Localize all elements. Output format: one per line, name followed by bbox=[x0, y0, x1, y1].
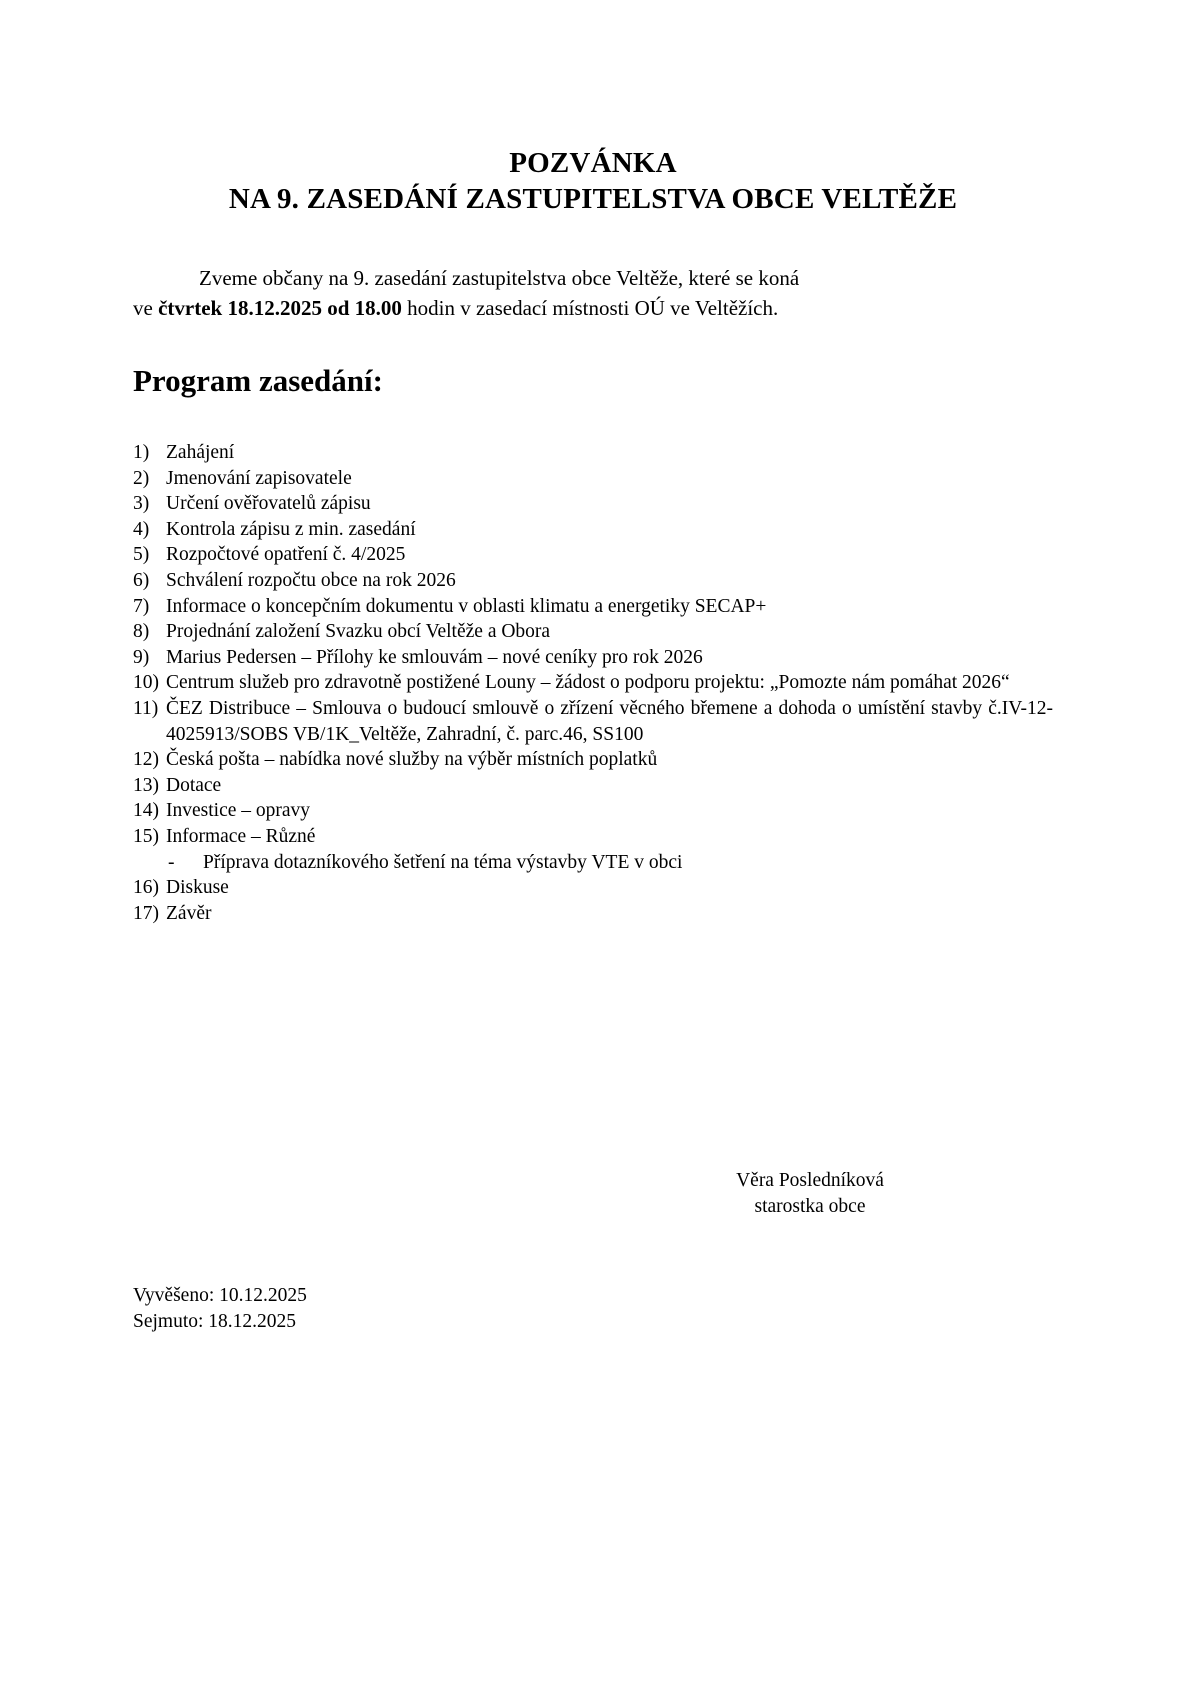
intro-suffix: hodin v zasedací místnosti OÚ ve Veltěžích. bbox=[401, 296, 779, 320]
agenda-item-text: Rozpočtové opatření č. 4/2025 bbox=[166, 544, 406, 566]
program-heading: Program zasedání: bbox=[133, 363, 383, 398]
removed-date: Sejmuto: 18.12.2025 bbox=[133, 1311, 297, 1332]
agenda-item-text: Centrum služeb pro zdravotně postižené Louny – žádost o podporu projektu: „Pomozte nám pomáhat 2026“ bbox=[166, 672, 1010, 694]
agenda-item-number: 10) bbox=[133, 672, 159, 694]
agenda-item bbox=[133, 568, 1053, 594]
posted-date: Vyvěšeno: 10.12.2025 bbox=[133, 1285, 307, 1306]
agenda-item bbox=[133, 517, 1053, 543]
agenda-item-text: Příprava dotazníkového šetření na téma výstavby VTE v obci bbox=[203, 851, 683, 873]
agenda-item-number: 16) bbox=[133, 877, 159, 899]
signatory-role: starostka obce bbox=[754, 1196, 866, 1217]
meeting-date-time: čtvrtek 18.12.2025 od 18.00 bbox=[158, 296, 402, 320]
agenda-item bbox=[133, 901, 1053, 927]
agenda-item-text: ČEZ Distribuce – Smlouva o budoucí smlouvě o zřízení věcného břemene a dohoda o umístění stavby č.IV-12-4025913/SOBS VB/1K_Veltěže, Zahradní, č. parc.46, SS100 bbox=[166, 697, 1053, 745]
agenda-sub-item bbox=[133, 850, 1053, 876]
document-title bbox=[133, 145, 1053, 217]
agenda-item bbox=[133, 875, 1053, 901]
agenda-item-text: Informace – Různé bbox=[166, 825, 316, 847]
agenda-item bbox=[133, 798, 1053, 824]
agenda-item-number: 3) bbox=[133, 493, 150, 515]
agenda-item-number: 1) bbox=[133, 442, 150, 463]
agenda-item-text: Dotace bbox=[166, 774, 222, 796]
agenda-item-text: Marius Pedersen – Přílohy ke smlouvám – nové ceníky pro rok 2026 bbox=[166, 646, 703, 668]
agenda-item-text: Zahájení bbox=[166, 442, 235, 463]
agenda-item bbox=[133, 619, 1053, 645]
agenda-item-number: 4) bbox=[133, 518, 150, 540]
signature-block bbox=[660, 1168, 960, 1220]
agenda-item-text: Investice – opravy bbox=[166, 800, 311, 822]
intro-line-1: Zveme občany na 9. zasedání zastupitelstva obce Veltěže, které se koná bbox=[199, 266, 800, 290]
agenda-item-text: Kontrola zápisu z min. zasedání bbox=[166, 518, 416, 540]
intro-prefix: ve bbox=[133, 296, 159, 320]
agenda-item-number: 6) bbox=[133, 569, 150, 591]
agenda-item-text: Určení ověřovatelů zápisu bbox=[166, 493, 371, 515]
posting-dates bbox=[133, 1283, 307, 1335]
title-line-2: NA 9. ZASEDÁNÍ ZASTUPITELSTVA OBCE VELTĚŽE bbox=[228, 183, 958, 215]
agenda-item-number: 5) bbox=[133, 544, 150, 566]
agenda-item-number: 12) bbox=[133, 749, 159, 771]
agenda-item-text: Informace o koncepčním dokumentu v oblasti klimatu a energetiky SECAP+ bbox=[166, 595, 767, 617]
agenda-item-number: 2) bbox=[133, 467, 150, 489]
agenda-item bbox=[133, 542, 1053, 568]
agenda-item-number: 8) bbox=[133, 621, 150, 643]
agenda-item bbox=[133, 440, 1053, 466]
agenda-item-number: 9) bbox=[133, 646, 150, 668]
agenda-item bbox=[133, 466, 1053, 492]
agenda-item-number: 7) bbox=[133, 595, 150, 617]
agenda-item bbox=[133, 747, 1053, 773]
signatory-name: Věra Posledníková bbox=[736, 1170, 884, 1191]
agenda-item-text: Česká pošta – nabídka nové služby na výběr místních poplatků bbox=[166, 749, 658, 771]
agenda-item bbox=[133, 696, 1053, 747]
agenda-item-number: 15) bbox=[133, 825, 159, 847]
title-line-1: POZVÁNKA bbox=[509, 147, 677, 179]
intro-paragraph bbox=[133, 263, 1053, 323]
agenda-item bbox=[133, 773, 1053, 799]
agenda-item bbox=[133, 594, 1053, 620]
agenda-item-number: 17) bbox=[133, 902, 159, 924]
agenda-item-number: 13) bbox=[133, 774, 159, 796]
agenda-item-text: Závěr bbox=[166, 902, 212, 924]
agenda-item bbox=[133, 824, 1053, 850]
agenda-list bbox=[133, 440, 1053, 926]
bullet-dash-icon: - bbox=[168, 851, 175, 873]
agenda-item bbox=[133, 491, 1053, 517]
agenda-item-number: 11) bbox=[133, 697, 159, 719]
agenda-item-text: Schválení rozpočtu obce na rok 2026 bbox=[166, 569, 456, 591]
agenda-item-text: Jmenování zapisovatele bbox=[166, 467, 352, 489]
agenda-item-text: Projednání založení Svazku obcí Veltěže a Obora bbox=[166, 621, 551, 643]
agenda-item-number: 14) bbox=[133, 800, 159, 822]
agenda-item bbox=[133, 645, 1053, 671]
intro-line-2 bbox=[133, 293, 1053, 323]
agenda-item-text: Diskuse bbox=[166, 877, 229, 899]
agenda-item bbox=[133, 670, 1053, 696]
